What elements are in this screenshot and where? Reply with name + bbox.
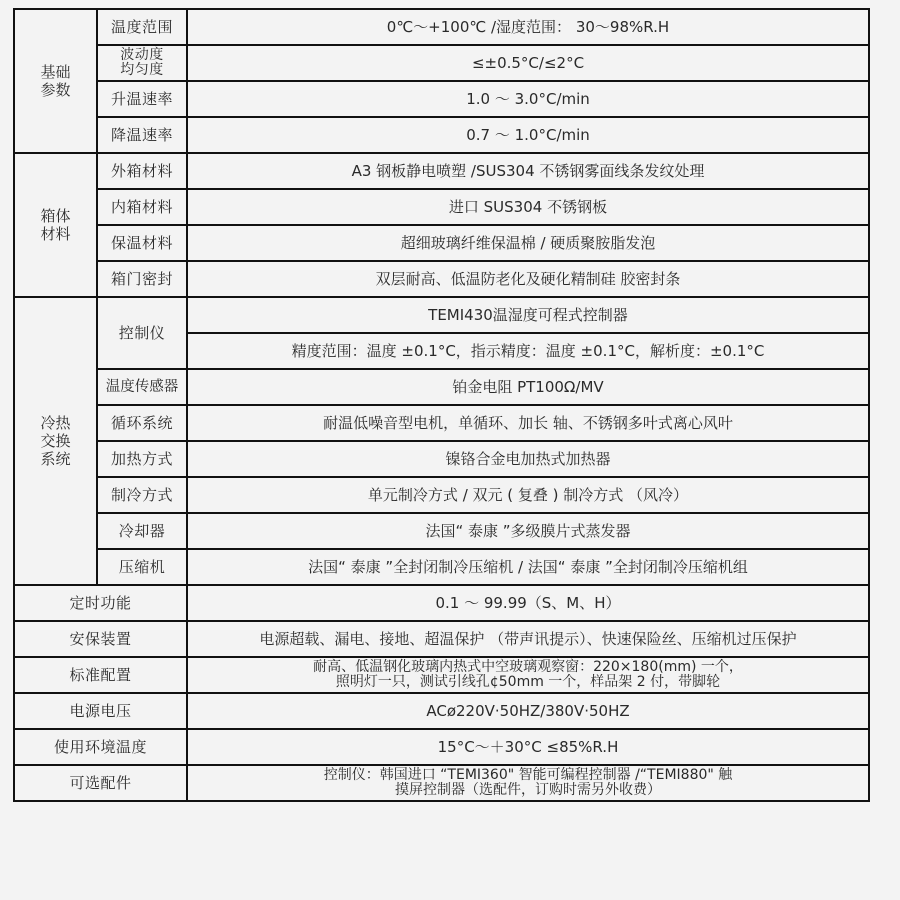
row-value: 超细玻璃纤维保温棉 / 硬质聚胺脂发泡 <box>187 225 869 261</box>
row-label: 升温速率 <box>97 81 187 117</box>
row-label-standard-config: 标准配置 <box>14 657 187 693</box>
table-row <box>14 369 869 405</box>
table-row <box>14 153 869 189</box>
row-label: 温度传感器 <box>97 369 187 405</box>
spec-table <box>13 8 870 802</box>
row-label: 保温材料 <box>97 225 187 261</box>
table-row <box>14 621 869 657</box>
row-label-safety: 安保装置 <box>14 621 187 657</box>
table-row <box>14 477 869 513</box>
table-row <box>14 549 869 585</box>
table-row <box>14 513 869 549</box>
table-row <box>14 9 869 45</box>
row-value: 15°C～＋30°C ≤85%R.H <box>187 729 869 765</box>
row-label: 制冷方式 <box>97 477 187 513</box>
table-row <box>14 657 869 693</box>
row-label: 温度范围 <box>97 9 187 45</box>
table-row <box>14 405 869 441</box>
row-label: 内箱材料 <box>97 189 187 225</box>
row-label: 外箱材料 <box>97 153 187 189</box>
table-row <box>14 189 869 225</box>
table-row <box>14 81 869 117</box>
table-row <box>14 441 869 477</box>
row-value: 铂金电阻 PT100Ω/MV <box>187 369 869 405</box>
row-label: 加热方式 <box>97 441 187 477</box>
row-value: ACø220V·50HZ/380V·50HZ <box>187 693 869 729</box>
row-value: 1.0 ～ 3.0°C/min <box>187 81 869 117</box>
row-label: 箱门密封 <box>97 261 187 297</box>
table-row <box>14 765 869 801</box>
table-row <box>14 297 869 333</box>
row-value: 耐温低噪音型电机，单循环、加长 轴、不锈钢多叶式离心风叶 <box>187 405 869 441</box>
row-label: 冷却器 <box>97 513 187 549</box>
group-label-basic: 基础 参数 <box>14 9 97 153</box>
row-value: 精度范围：温度 ±0.1°C，指示精度：温度 ±0.1°C，解析度：±0.1°C <box>187 333 869 369</box>
row-label-optional: 可选配件 <box>14 765 187 801</box>
row-value: 0℃～+100℃ /湿度范围： 30～98%R.H <box>187 9 869 45</box>
row-value: 进口 SUS304 不锈钢板 <box>187 189 869 225</box>
row-value: 镍铬合金电加热式加热器 <box>187 441 869 477</box>
table-row <box>14 585 869 621</box>
row-value: ≤±0.5°C/≤2°C <box>187 45 869 81</box>
row-value: 电源超载、漏电、接地、超温保护 （带声讯提示）、快速保险丝、压缩机过压保护 <box>187 621 869 657</box>
row-value: TEMI430温湿度可程式控制器 <box>187 297 869 333</box>
row-label: 循环系统 <box>97 405 187 441</box>
row-value: 耐高、低温钢化玻璃内热式中空玻璃观察窗：220×180(mm) 一个， 照明灯一只，测试引线孔¢50mm 一个，样品架 2 付，带脚轮 <box>187 657 869 693</box>
row-value: A3 钢板静电喷塑 /SUS304 不锈钢雾面线条发纹处理 <box>187 153 869 189</box>
row-value: 法国“ 泰康 ”多级膜片式蒸发器 <box>187 513 869 549</box>
table-row <box>14 45 869 81</box>
row-value: 0.1 ～ 99.99（S、M、H） <box>187 585 869 621</box>
row-label: 压缩机 <box>97 549 187 585</box>
table-row <box>14 729 869 765</box>
row-label-power: 电源电压 <box>14 693 187 729</box>
group-label-exchange: 冷热 交换 系统 <box>14 297 97 585</box>
row-value: 双层耐高、低温防老化及硬化精制硅 胶密封条 <box>187 261 869 297</box>
table-row <box>14 225 869 261</box>
row-value: 控制仪：韩国进口 “TEMI360" 智能可编程控制器 /“TEMI880" 触 摸屏控制器（选配件，订购时需另外收费） <box>187 765 869 801</box>
table-row <box>14 261 869 297</box>
row-label: 波动度 均匀度 <box>97 45 187 81</box>
row-label-timer: 定时功能 <box>14 585 187 621</box>
table-row <box>14 693 869 729</box>
row-label: 降温速率 <box>97 117 187 153</box>
row-value: 法国“ 泰康 ”全封闭制冷压缩机 / 法国“ 泰康 ”全封闭制冷压缩机组 <box>187 549 869 585</box>
row-value: 0.7 ～ 1.0°C/min <box>187 117 869 153</box>
row-label-ambient-temp: 使用环境温度 <box>14 729 187 765</box>
row-label-controller: 控制仪 <box>97 297 187 369</box>
group-label-material: 箱体 材料 <box>14 153 97 297</box>
table-row <box>14 117 869 153</box>
row-value: 单元制冷方式 / 双元 ( 复叠 ) 制冷方式 （风冷） <box>187 477 869 513</box>
